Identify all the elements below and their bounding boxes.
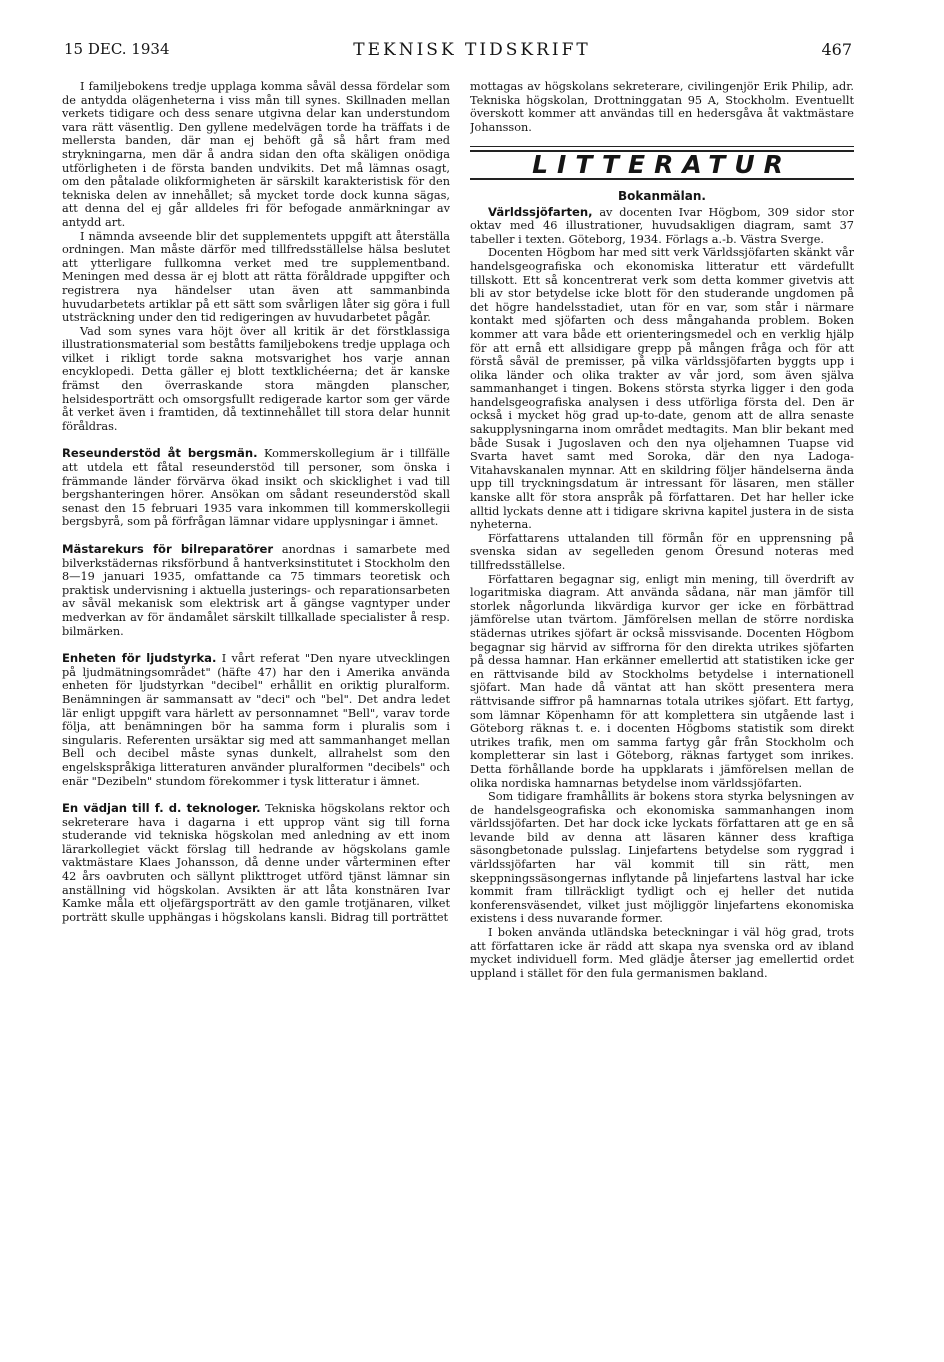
notice-ljudstyrka	[62, 652, 450, 788]
paragraph: I nämnda avseende blir det supplementets uppgift att återställa ordningen. Man måste därför med tillfredsställelse hälsa beslutet att ytterligare fullkomna verket med tre supplementband. Meningen med dessa är ej blott att rätta föråldrade uppgifter och registrera nya händelser utan även att sammanbinda huvudarbetets artiklar på ett sätt som svårligen låter sig göra i full utsträckning under den tid redigeringen av huvudarbetet pågår.	[62, 229, 450, 325]
notice-reseunderstod	[62, 447, 450, 529]
page-header	[0, 40, 944, 70]
paragraph-continued: mottagas av högskolans sekreterare, civilingenjör Erik Philip, adr. Tekniska högskolan, Drottninggatan 95 A, Stockholm. Eventuellt överskott kommer att användas till en hedersgåva åt vaktmästare Johansson.	[470, 80, 854, 134]
notice-body: I vårt referat "Den nyare utvecklingen på ljudmätningsområdet" (häfte 47) har den i Amerika använda enheten för ljudstyrkan "decibel" erhållit en oriktig pluralform. Benämningen är sammansatt av "deci" och "bel". Det andra ledet lär enligt uppgift vara härlett av personnamnet "Bell", varav torde följa, att benämningen bör ha samma form i pluralis som i singularis. Referenten ursäktar sig med att sammanhanget mellan Bell och decibel måste synas dunkelt, allrahelst som den engelskspråkiga litteraturen använder pluralformen "decibels" och enär "Dezibeln" stundom förekommer i tysk litteratur i ämnet.	[62, 652, 450, 788]
paragraph: Vad som synes vara höjt över all kritik är det förstklassiga illustrationsmaterial som beståtts familjebokens tredje upplaga och vilket i rikligt torde sakna motsvarighet hos varje annan encyklopedi. Detta gäller ej blott textklichéerna; det är kanske främst den överraskande stora mängden planscher, helsidesporträtt och omsorgsfullt redigerade kartor som ger värde åt verket även i framtiden, då textinnehållet till stora delar hunnit föråldras.	[62, 324, 450, 433]
notice-body: Tekniska högskolans rektor och sekreterare hava i dagarna i ett upprop vänt sig till forna studerande vid tekniska högskolan med anledning av ett inom lärarkollegiet väckt förslag till hedrande av högskolans gamle vaktmästare Klaes Johansson, då denne under vårterminen efter 42 års oavbruten och sällynt plikttroget utförd tjänst lämnar sin anställning vid högskolan. Avsikten är att låta konstnären Ivar Kamke måla ett oljefärgsporträtt av den gamle trotjänaren, vilket porträtt skulle upphängas i högskolans kansli. Bidrag till porträttet	[62, 802, 450, 924]
book-entry	[470, 206, 854, 247]
notice-vadjan	[62, 802, 450, 924]
notice-heading: En vädjan till f. d. teknologer.	[62, 801, 261, 816]
paragraph: Som tidigare framhållits är bokens stora styrka belysningen av de handelsgeografiska och ekonomiska sammanhangen inom världssjöfarten. Det har dock icke lyckats författaren att ge en så levande bild av denna att läsaren känner dess kraftiga säsongbetonade pulsslag. Linjefartens betydelse som ryggrad i världssjöfarten har väl kommit till sin rätt, men skeppningssäsongernas inflytande på linjefartens lastval har icke kommit fram tillräckligt tydligt och ej heller det nutida konferensväsendet, vilket just möjliggör linjefartens ekonomiska existens i dess nuvarande former.	[470, 790, 854, 926]
paragraph: I familjebokens tredje upplaga komma såväl dessa fördelar som de antydda olägenheterna i viss mån till synes. Skillnaden mellan verkets tidigare och dess senare utgivna delar kan understundom vara rätt väsentlig. Den gyllene medelvägen torde ha träffats i de mellersta banden, där man ej behöft gå så hårt fram med strykningarna, men där å andra sidan den ofta skäligen onödiga utförligheten i de första banden undvikits. Det må lämnas osagt, om den påtalade olikformigheten är särskilt karakteristisk för den tekniska delen av innehållet; så mycket torde dock kunna sägas, att denna del ej går alldeles fri för befogade anmärkningar av antydd art.	[62, 80, 450, 229]
notice-body: Kommerskollegium är i tillfälle att utdela ett fåtal reseunderstöd till personer, som önska i främmande länder förvärva ökad insikt och skicklighet i vad till bergshanteringen hörer. Ansökan om sådant reseunderstöd skall senast den 15 februari 1935 vara inkommen till kommerskollegii bergsbyrå, som på förfrågan lämnar vidare upplysningar i ämnet.	[62, 447, 450, 529]
book-title: Världssjöfarten,	[488, 204, 593, 219]
section-divider	[470, 146, 854, 147]
notice-heading: Mästarekurs för bilreparatörer	[62, 542, 274, 556]
notice-mastarekurs	[62, 543, 450, 638]
notice-heading: Enheten för ljudstyrka.	[62, 651, 217, 666]
paragraph: Författaren begagnar sig, enligt min mening, till överdrift av logaritmiska diagram. Att använda sådana, när man jämför till storlek någorlunda likvärdiga kurvor ger icke en förbättrad jämförelse utan tvärtom. Jämförelsen mellan de större nordiska städernas utrikes sjöfart är också missvisande. Docenten Högbom begagnar sig härvid av siffrorna för den direkta utrikes sjöfarten på dessa hamnar. Han erkänner emellertid att statistiken icke ger en rättvisande bild av Stockholms betydelse i internationell sjöfart. Man hade då väntat att han skött presentera mera rättvisande siffror på hamnarnas totala utrikes sjöfart. Ett fartyg, som lämnar Köpenhamn för att komplettera sin utgående last i Göteborg räknas t. e. i docenten Högboms statistik som direkt utrikes trafik, men om samma fartyg går från Stockholm och kompletterar sin last i Göteborg, räknas fartyget som inrikes. Detta förhållande borde ha uppklarats i jämförelsen mellan de olika nordiska hamnarnas betydelse inom världssjöfarten.	[470, 572, 854, 790]
notice-heading: Reseunderstöd åt bergsmän.	[62, 446, 258, 461]
paragraph: Författarens uttalanden till förmån för en upprensning på svenska sidan av segelleden genom Öresund noteras med tillfredsställelse.	[470, 531, 854, 572]
paragraph: Docenten Högbom har med sitt verk Världssjöfarten skänkt vår handelsgeografiska och ekonomiska litteratur ett värdefullt tillskott. Ett så koncentrerat verk som detta kommer givetvis att bli av stor betydelse icke blott för den studerande ungdomen på det högre handelsstadiet, utan för en var, som står i närmare kontakt med sjöfarten och dess mångahanda problem. Boken kommer att vara både ett orienteringsmedel och en verklig hjälp för att ernå ett allsidigare grepp på mången fråga och för att förstå såväl de premisser, på vilka världssjöfarten byggts upp i olika länder och olika trakter av vår jord, som även själva sammanhanget i tingen. Bokens största styrka ligger i den goda handelsgeografiska analysen i dess utförliga första del. Den är också i mycket hög grad up-to-date, genom att de allra senaste sakupplysningarna inom området medtagits. Man blir bekant med både Susak i Jugoslaven och den nya oljehamnen Tuapse vid Svarta havet samt med Soroka, där den nya Ladoga-Vitahavskanalen mynnar. Att en skildring följer händelserna ända upp till tryckningsdatum är intressant för läsaren, men ställer kanske allt för stora anspråk på författaren. Det har heller icke alltid lyckats denne att i tidigare skrivna kapitel justera in de sista nyheterna.	[470, 246, 854, 532]
journal-title: TEKNISK TIDSKRIFT	[353, 40, 591, 60]
right-column	[470, 80, 854, 1295]
review-subheading: Bokanmälan.	[618, 188, 706, 203]
section-banner: LITTERATUR	[470, 150, 854, 180]
notice-body: anordnas i samarbete med bilverkstädernas riksförbund å hantverksinstitutet i Stockholm den 8—19 januari 1935, omfattande ca 75 timmars teoretisk och praktisk undervisning i aktuella justerings- och reparationsarbeten av såväl mekanisk som elektrisk art å gängse vagntyper under medverkan av för ändamålet särskilt tillkallade specialister å resp. bilmärken.	[62, 543, 450, 638]
left-column	[62, 80, 450, 1295]
page-number: 467	[821, 40, 852, 59]
paragraph: I boken använda utländska beteckningar i väl hög grad, trots att författaren icke är rädd att skapa nya svenska ord av ibland mycket individuell form. Med glädje återser jag emellertid ordet uppland i stället för den fula germanismen bakland.	[470, 926, 854, 980]
book-info: av docenten Ivar Högbom, 309 sidor stor oktav med 46 illustrationer, huvudsakligen diagram, samt 37 tabeller i texten. Göteborg, 1934. Förlags a.-b. Västra Sverge.	[470, 205, 854, 246]
issue-date: 15 DEC. 1934	[64, 40, 170, 58]
